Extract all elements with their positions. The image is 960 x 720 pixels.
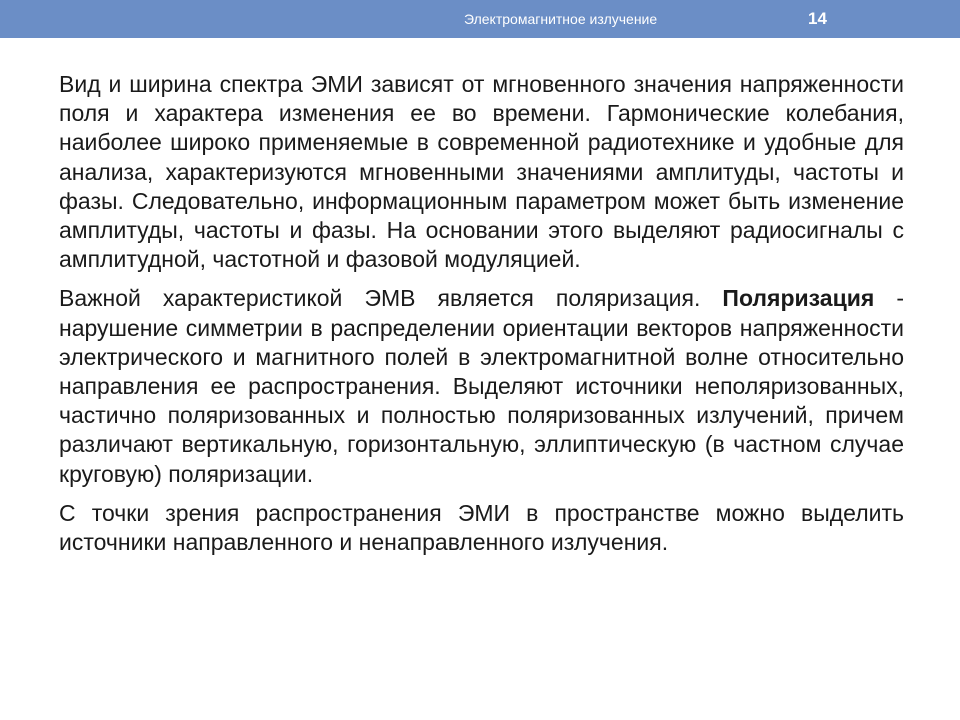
polarization-definition-text: - нарушение симметрии в распределении ориентации векторов напряженности электрического и магнитного полей в электромагнитной волне относительно направления ее распространения. Выделяют источники неполяризованных, частично поляризованных и полностью поляризованных излучений, причем различают вертикальную, горизонтальную, эллиптическую (в частном случае круговую) поляризации. xyxy=(59,285,904,487)
paragraph-propagation: С точки зрения распространения ЭМИ в пространстве можно выделить источники направленного и ненаправленного излучения. xyxy=(59,499,904,556)
page-number: 14 xyxy=(808,9,827,28)
slide-body xyxy=(59,70,904,567)
header-title: Электромагнитное излучение xyxy=(464,11,658,27)
header-bar xyxy=(0,0,960,38)
paragraph-spectrum: Вид и ширина спектра ЭМИ зависят от мгновенного значения напряженности поля и характера изменения ее во времени. Гармонические колебания, наиболее широко применяемые в современной радиотехнике и удобные для анализа, характеризуются мгновенными значениями амплитуды, частоты и фазы. Следовательно, информационным параметром может быть изменение амплитуды, частоты и фазы. На основании этого выделяют радиосигналы с амплитудной, частотной и фазовой модуляцией. xyxy=(59,71,904,273)
polarization-term: Поляризация xyxy=(722,285,875,312)
paragraph-polarization xyxy=(59,284,904,488)
polarization-intro-text: Важной характеристикой ЭМВ является поляризация. xyxy=(59,285,723,312)
